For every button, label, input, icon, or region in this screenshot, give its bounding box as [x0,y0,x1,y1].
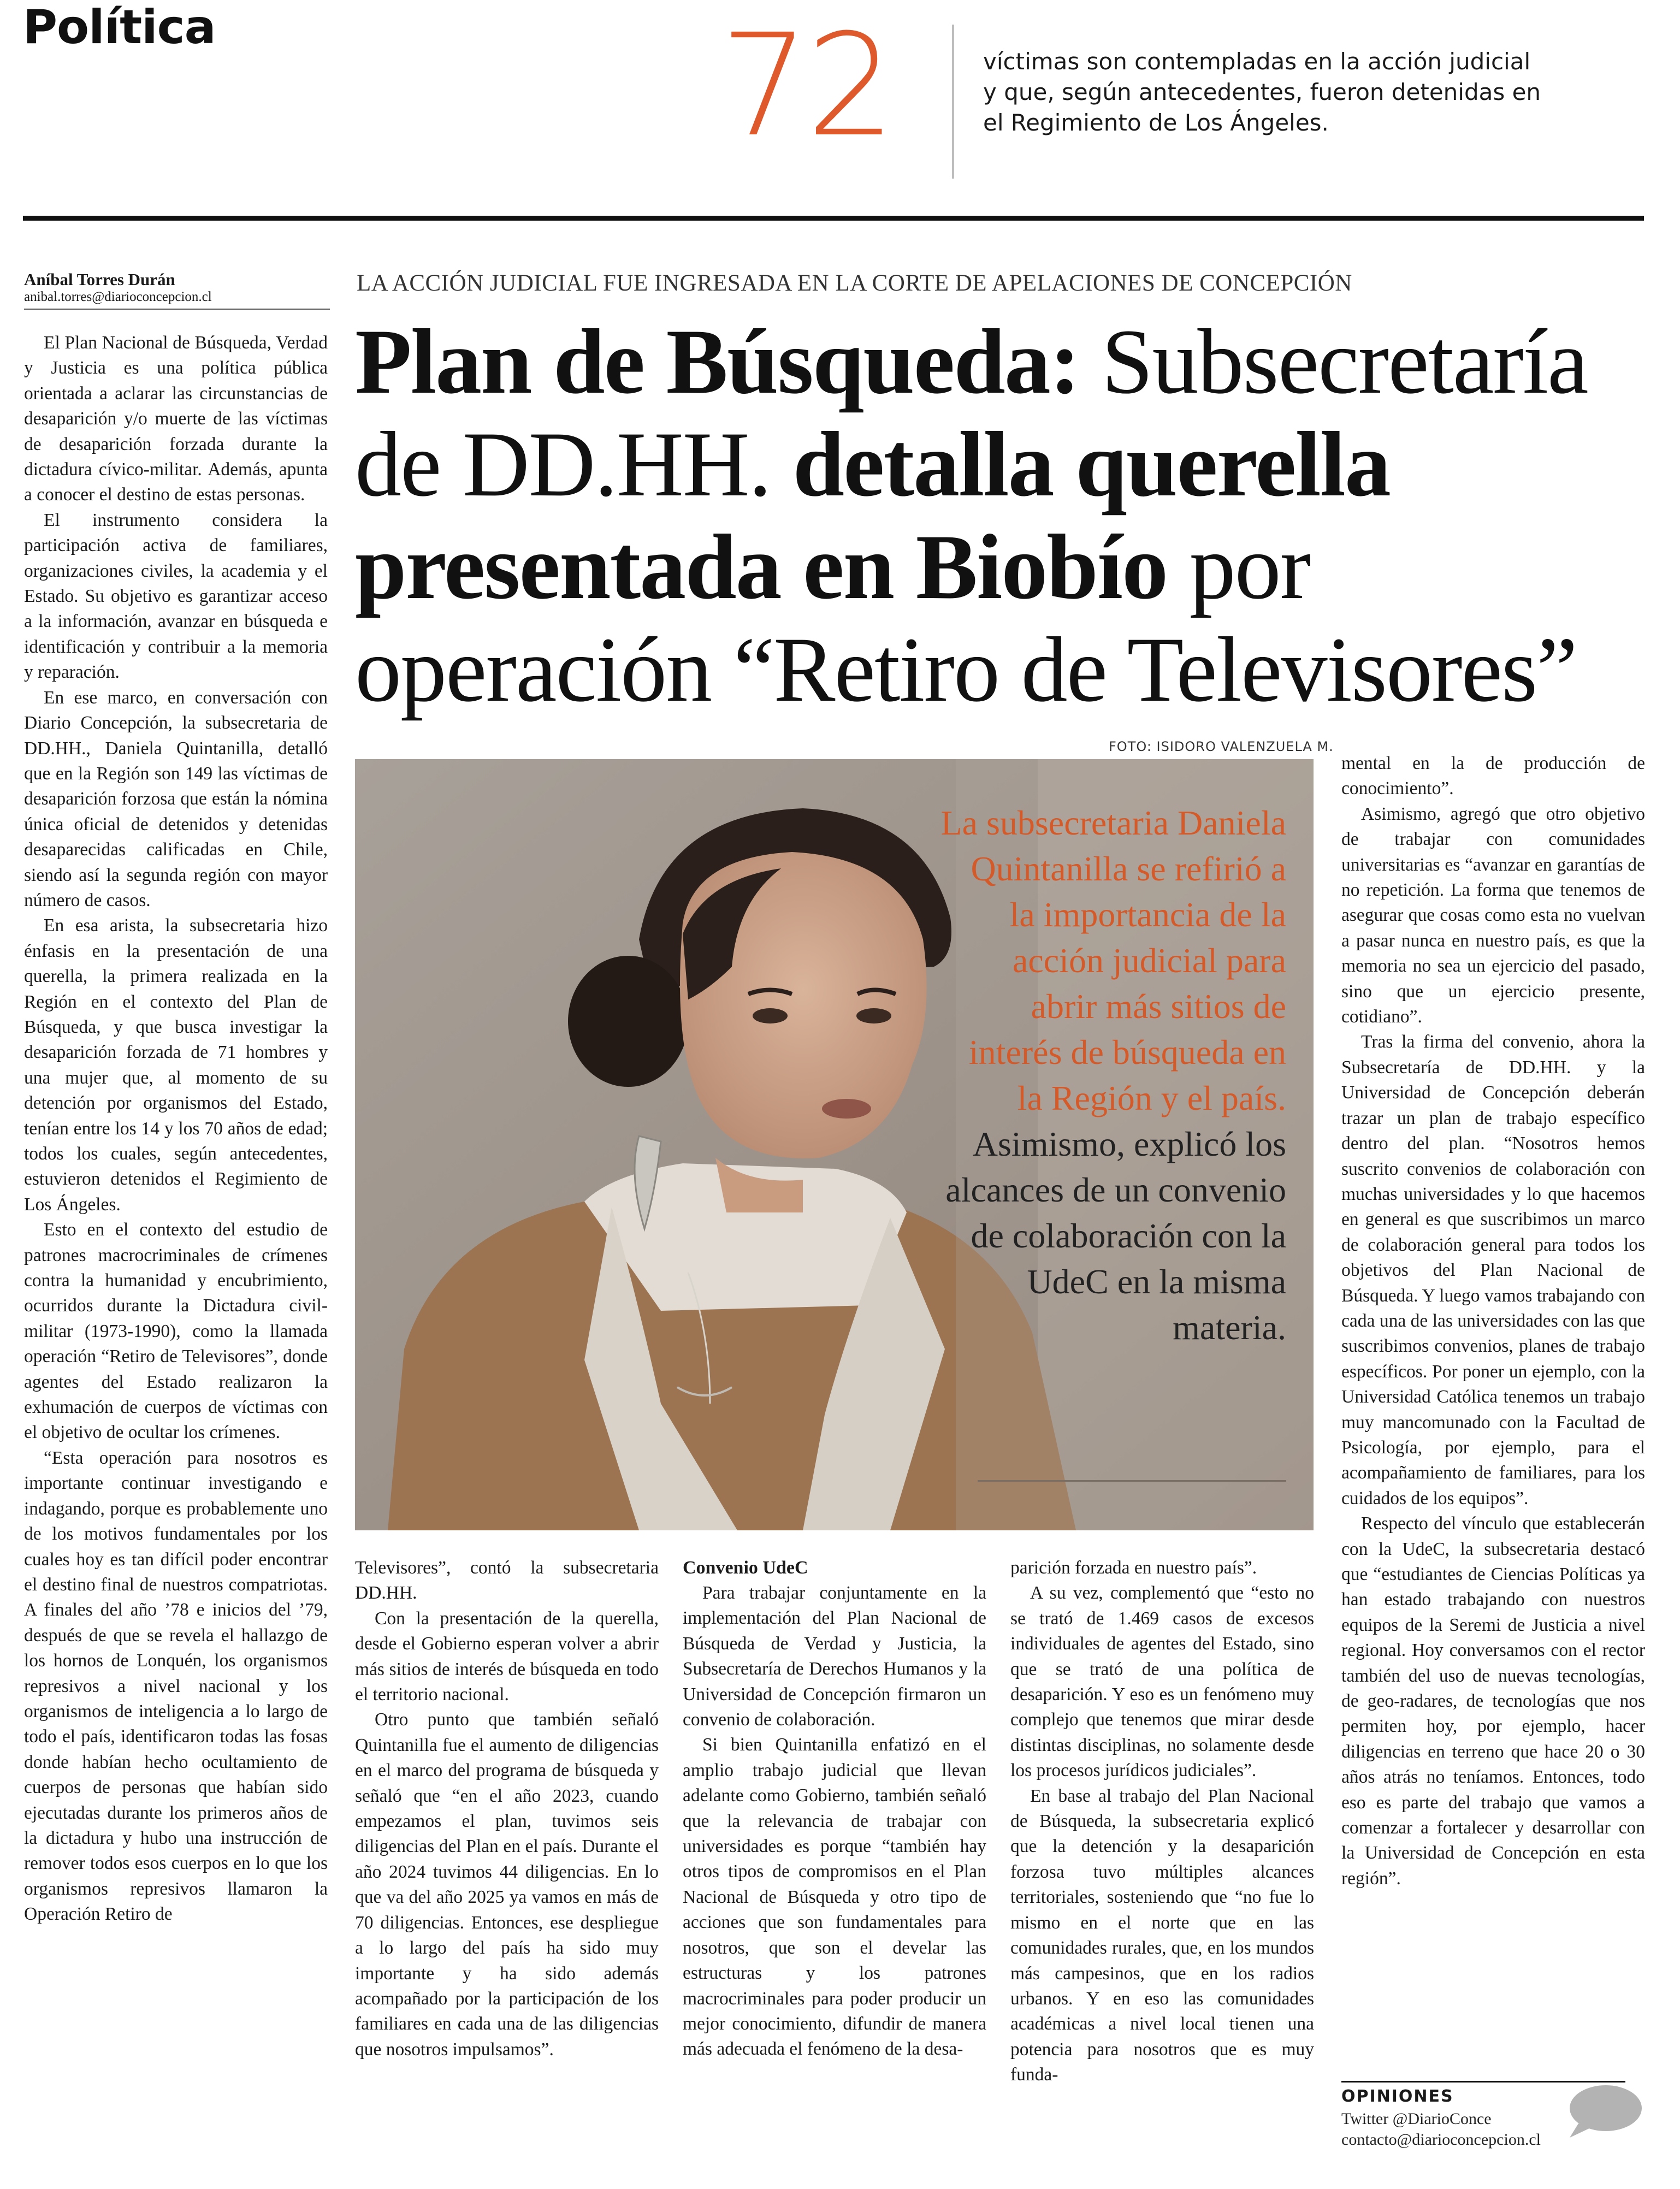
paragraph: Para trabajar conjuntamente en la implementación del Plan Nacional de Búsqueda de Verdad y Justicia, la Subsecretaría de Derechos Humanos y la Universidad de Concepción firmaron un convenio de colaboración. [683,1583,986,1730]
paragraph: Esto en el contexto del estudio de patrones macrocriminales de crímenes contra la humanidad y encubrimiento, ocurridos durante la Dictadura civil-militar (1973-1990), como la llamada operación “Retiro de Televisores”, donde agentes del Estado realizaron la exhumación de cuerpos de víctimas con el objetivo de ocultar los crímenes. [24,1220,328,1443]
paragraph: En esa arista, la subsecretaria hizo énfasis en la presentación de una querella, la primera realizada en la Región en el contexto del Plan de Búsqueda, y que busca investigar la desaparición forzada de 71 hombres y una mujer que, al momento de su detención por organismos del Estado, tenían entre los 14 y los 70 años de edad; todos los cuales, según antecedentes, estuvieron detenidos el Regimiento de Los Ángeles. [24,915,328,1215]
opinions-title: OPINIONES [1341,2087,1454,2106]
headline-part-1: Plan de Búsqueda: [355,310,1080,413]
paragraph: El instrumento considera la participación activa de familiares, organizaciones civiles, la academia y el Estado. Su objetivo es garantizar acceso a la información, avanzar en búsqueda e identificación y contribuir a la memoria y reparación. [24,510,328,683]
paragraph: Tras la firma del convenio, ahora la Subsecretaría de DD.HH. y la Universidad de Concepción deberán trazar un plan de trabajo específico dentro del plan. “Nosotros hemos suscrito convenios de colaboración con muchas universidades y lo que hacemos en general es que suscribimos un marco de colaboración general para todos los objetivos del Plan Nacional de Búsqueda. Y luego vamos trabajando con cada una de las universidades con las que suscribimos convenios, planes de trabajo específicos. Por poner un ejemplo, con la Universidad Católica tenemos un trabajo muy mancomunado con la Facultad de Psicología, por ejemplo, para el acompañamiento de familiares, para los cuidados de los equipos”. [1341,1032,1645,1508]
paragraph: Televisores”, contó la subsecretaria DD.HH. [355,1558,659,1604]
article-column-2 [355,1555,659,2062]
highlight-number-text: víctimas son contempladas en la acción judicial y que, según antecedentes, fueron detenidas en el Regimiento de Los Ángeles. [983,48,1541,136]
byline-rule [24,309,330,310]
article-kicker: LA ACCIÓN JUDICIAL FUE INGRESADA EN LA CORTE DE APELACIONES DE CONCEPCIÓN [357,270,1352,296]
headline-part-3: detalla querella presentada en Biobío [355,413,1390,618]
author-name: Aníbal Torres Durán [24,270,175,289]
paragraph: En base al trabajo del Plan Nacional de Búsqueda, la subsecretaria explicó que la detención y la desaparición forzosa tuvo múltiples alcances territoriales, sosteniendo que “no fue lo mismo en el norte que en las comunidades rurales, que, en los mundos más campesinos, que en los radios urbanos. Y en eso las comunidades académicas a nivel local tienen una potencia para nosotros que es muy funda- [1010,1785,1314,2085]
header-rule [23,216,1644,221]
byline [24,270,330,310]
paragraph: mental en la de producción de conocimiento”. [1341,753,1645,799]
article-column-1 [24,330,328,1927]
caption-text: Asimismo, explicó los alcances de un convenio de colaboración con la UdeC en la misma materia. [945,1125,1286,1347]
headline-part-4: por operación “Retiro de Televisores” [355,516,1577,721]
paragraph: El Plan Nacional de Búsqueda, Verdad y Justicia es una política pública orientada a aclarar las circunstancias de desaparición y/o muerte de las víctimas de desaparición forzada durante la dictadura cívico-militar. Además, apunta a conocer el destino de estas personas. [24,333,328,505]
header-divider [952,25,954,179]
opinions-email[interactable]: contacto@diarioconcepcion.cl [1341,2131,1541,2149]
article-column-4 [1010,1555,1314,2088]
section-title: Política [23,0,216,55]
paragraph: En ese marco, en conversación con Diario Concepción, la subsecretaria de DD.HH., Daniela Quintanilla, detalló que en la Región son 149 las víctimas de desaparición forzosa que están la nómina única oficial de detenidos y detenidas desaparecidas calificadas en Chile, siendo así la segunda región con mayor número de casos. [24,687,328,910]
photo-caption [939,800,1286,1351]
headline-part-2: Subsecretaría de DD.HH. [355,310,1588,516]
paragraph: Otro punto que también señaló Quintanilla fue el aumento de diligencias en el marco del programa de búsqueda y señaló que “en el año 2023, cuando empezamos el plan, tuvimos seis diligencias del Plan en el país. Durante el año 2024 tuvimos 44 diligencias. En lo que va del año 2025 ya vamos en más de 70 diligencias. Entonces, ese despliegue a lo largo del país ha sido muy importante y ha sido además acompañado por la participación de los familiares en cada una de las diligencias que nosotros impulsamos”. [355,1709,659,2060]
opinions-twitter[interactable]: Twitter @DiarioConce [1341,2110,1492,2128]
caption-rule [978,1480,1286,1482]
paragraph: Respecto del vínculo que establecerán con la UdeC, la subsecretaria destacó que “estudiantes de Ciencias Políticas ya han estado trabajando con nuestros equipos de la Seremi de Justicia a nivel regional. Hoy conversamos con el rector también del uso de nuevas tecnologías, de geo-radares, de tecnologías que nos permiten hoy, por ejemplo, hacer diligencias en terreno que hace 20 o 30 años atrás no teníamos. Entonces, todo eso es parte del trabajo que vamos a comenzar a fortalecer y desarrollar con la Universidad de Concepción en esta región”. [1341,1513,1645,1889]
paragraph: Con la presentación de la querella, desde el Gobierno esperan volver a abrir más sitios de interés de búsqueda en todo el territorio nacional. [355,1608,659,1705]
article-column-5 [1341,751,1645,1891]
article-headline [355,310,1655,721]
photo-credit: FOTO: ISIDORO VALENZUELA M. [1109,739,1334,754]
paragraph: Asimismo, agregó que otro objetivo de trabajar con comunidades universitarias es “avanzar en garantías de no repetición. La forma que tenemos de asegurar que cosas como esta no vuelvan a pasar nunca en nuestro país, es que la memoria no sea un ejercicio del pasado, sino que un ejercicio presente, cotidiano”. [1341,803,1645,1027]
author-email[interactable]: anibal.torres@diarioconcepcion.cl [24,289,212,304]
paragraph: Si bien Quintanilla enfatizó en el amplio trabajo judicial que llevan adelante como Gobierno, también señaló que la relevancia de trabajar con universidades es porque “también hay otros tipos de compromisos en el Plan Nacional de Búsqueda y otro tipo de acciones que son fundamentales para nosotros, que son el develar las estructuras y los patrones macrocriminales para poder producir un mejor conocimiento, difundir de manera más adecuada el fenómeno de la desa- [683,1735,986,2060]
article-column-3 [683,1555,986,2062]
speech-bubble-icon [1562,2081,1644,2141]
subhead: Convenio UdeC [683,1558,808,1578]
paragraph: parición forzada en nuestro país”. [1010,1558,1257,1578]
paragraph: “Esta operación para nosotros es importante continuar investigando e indagando, porque es probablemente uno de los motivos fundamentales por los cuales hoy es tan difícil poder encontrar el destino final de nuestros compatriotas. A finales del año ’78 e inicios del ’79, después de que se revela el hallazgo de los hornos de Lonquén, los organismos represivos a nivel nacional y los organismos de inteligencia a lo largo de todo el país, identificaron todas las fosas donde habían hecho ocultamiento de cuerpos de personas que habían sido ejecutadas durante los primeros años de la dictadura y hubo una instrucción de remover todos esos cuerpos en lo que los organismos represivos llamaron la Operación Retiro de [24,1447,328,1925]
caption-highlight: La subsecretaria Daniela Quintanilla se refirió a la importancia de la acción judicial para abrir más sitios de interés de búsqueda en la Región y el país. [940,803,1286,1117]
highlight-number: 72 [720,4,893,168]
paragraph: A su vez, complementó que “esto no se trató de 1.469 casos de excesos individuales de agentes del Estado, sino que se trató de una política de desaparición. Y eso es un fenómeno muy complejo que tenemos que mirar desde distintas disciplinas, no solamente desde los procesos jurídicos judiciales”. [1010,1583,1314,1781]
